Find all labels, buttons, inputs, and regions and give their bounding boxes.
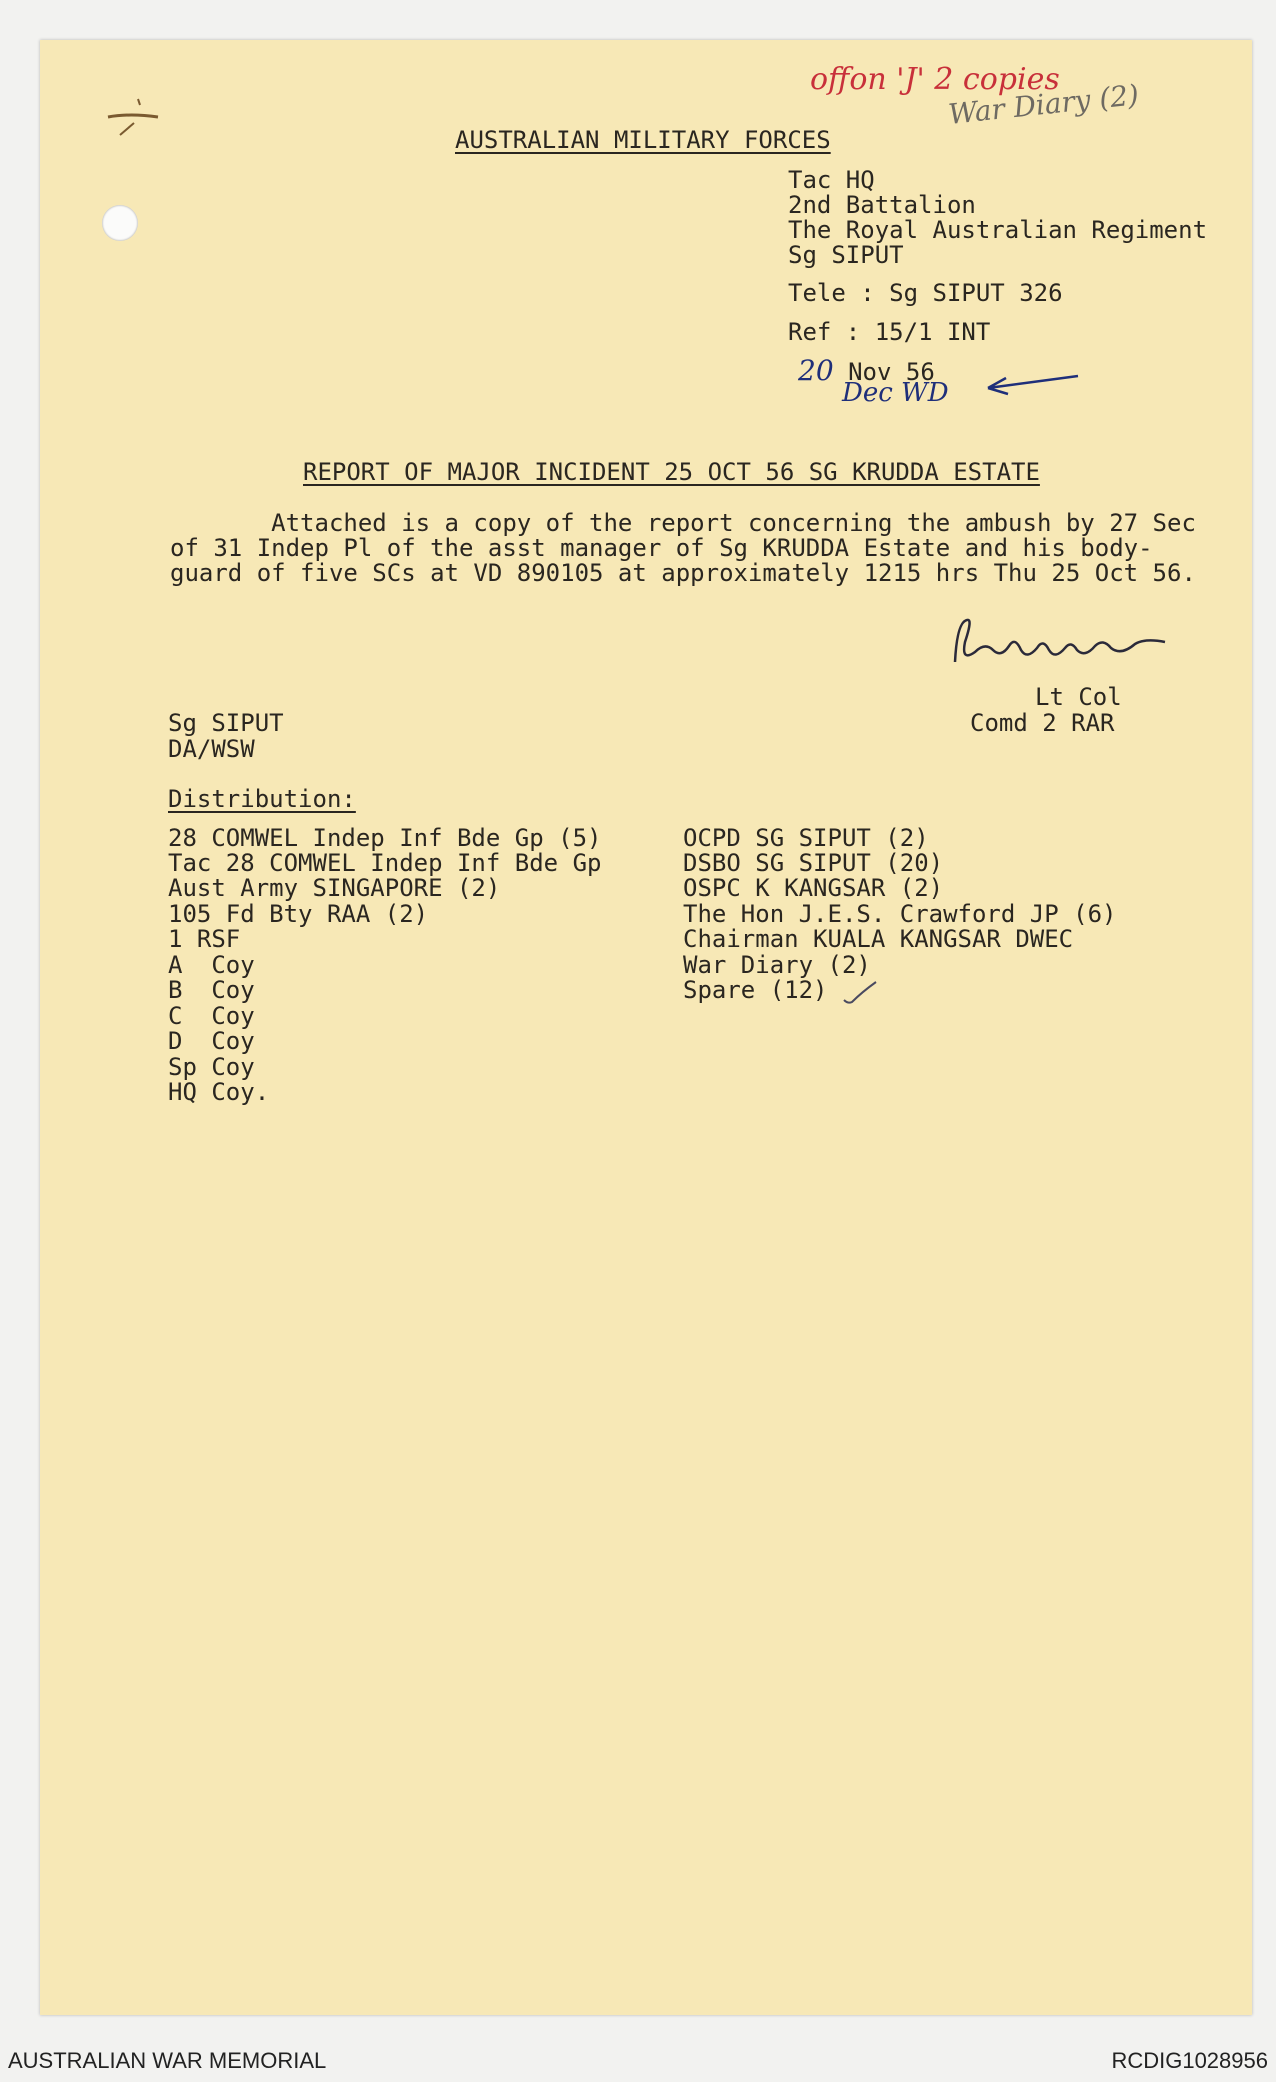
address-line-4: Sg SIPUT [788, 241, 904, 269]
distribution-item: OCPD SG SIPUT (2) [683, 824, 929, 852]
blue-handwritten-note: Dec WD [842, 378, 949, 408]
report-body-line-1: Attached is a copy of the report concerning the ambush by 27 Sec [170, 509, 1196, 537]
address-line-1: Tac HQ [788, 166, 875, 194]
distribution-item: Chairman KUALA KANGSAR DWEC [683, 925, 1074, 953]
footer-source: AUSTRALIAN WAR MEMORIAL [8, 2048, 327, 2073]
report-body-line-3: guard of five SCs at VD 890105 at approximately 1215 hrs Thu 25 Oct 56. [170, 559, 1196, 587]
distribution-item: 105 Fd Bty RAA (2) [168, 900, 429, 928]
address-line-3: The Royal Australian Regiment [788, 216, 1208, 244]
origin-reference: DA/WSW [168, 735, 255, 763]
distribution-item: War Diary (2) [683, 951, 871, 979]
address-line-2: 2nd Battalion [788, 191, 976, 219]
punch-hole [102, 205, 138, 241]
distribution-item: HQ Coy. [168, 1078, 270, 1106]
report-body-line-2: of 31 Indep Pl of the asst manager of Sg KRUDDA Estate and his body- [170, 534, 1153, 562]
distribution-item: 28 COMWEL Indep Inf Bde Gp (5) [168, 824, 602, 852]
distribution-item: Tac 28 COMWEL Indep Inf Bde Gp [168, 849, 602, 877]
distribution-item: 1 RSF [168, 925, 241, 953]
distribution-item: C Coy [168, 1002, 255, 1030]
distribution-item: OSPC K KANGSAR (2) [683, 874, 944, 902]
origin-place: Sg SIPUT [168, 709, 284, 737]
distribution-heading: Distribution: [168, 785, 356, 813]
ink-smudge-mark [100, 75, 180, 155]
distribution-item: Sp Coy [168, 1053, 255, 1081]
signatory-appointment: Comd 2 RAR [970, 709, 1115, 737]
telephone-line: Tele : Sg SIPUT 326 [788, 279, 1063, 307]
red-handwritten-note: offon 'J' 2 copies [810, 62, 1060, 97]
distribution-item: B Coy [168, 976, 255, 1004]
grey-handwritten-note: War Diary (2) [946, 78, 1141, 131]
arrow-left-icon [980, 372, 1080, 396]
distribution-item: D Coy [168, 1027, 255, 1055]
distribution-item: DSBO SG SIPUT (20) [683, 849, 944, 877]
distribution-item: The Hon J.E.S. Crawford JP (6) [683, 900, 1117, 928]
document-title: AUSTRALIAN MILITARY FORCES [455, 126, 831, 154]
handwritten-signature [945, 612, 1175, 672]
signatory-rank: Lt Col [1035, 683, 1122, 711]
footer-record-id: RCDIG1028956 [1111, 2048, 1268, 2073]
distribution-item: Aust Army SINGAPORE (2) [168, 874, 501, 902]
distribution-item: A Coy [168, 951, 255, 979]
checkmark-icon [840, 978, 880, 1008]
date-month-year: Nov 56 [833, 358, 935, 386]
distribution-item: Spare (12) [683, 976, 828, 1004]
report-heading: REPORT OF MAJOR INCIDENT 25 OCT 56 SG KRUDDA ESTATE [303, 458, 1040, 486]
date-day-handwritten: 20 [798, 354, 834, 387]
reference-line: Ref : 15/1 INT [788, 318, 991, 346]
